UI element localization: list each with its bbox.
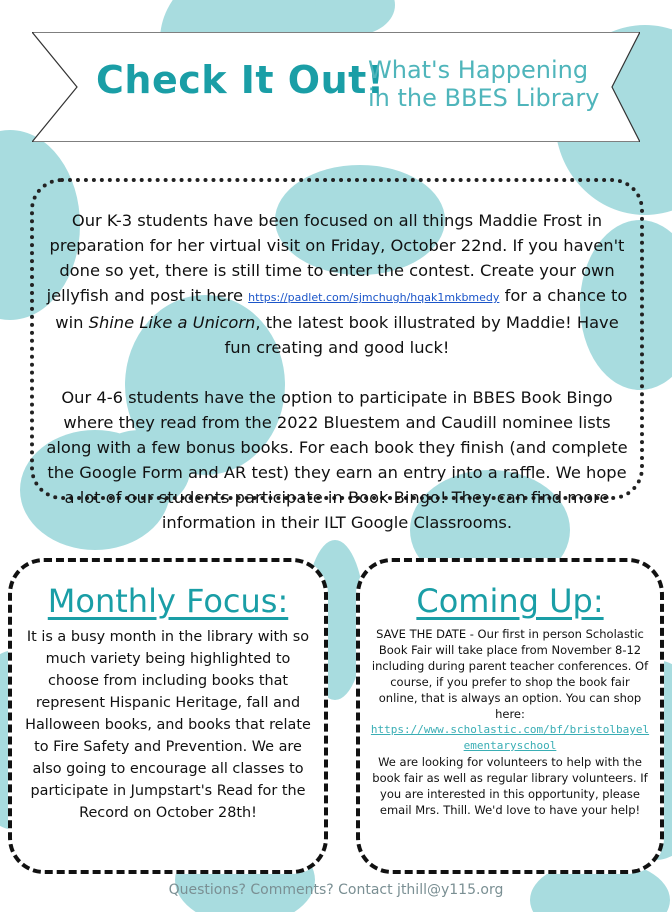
intro-text: , the latest book illustrated by Maddie! Have fun creating and good luck!	[224, 313, 619, 357]
monthly-focus-card	[8, 558, 328, 874]
coming-up-heading: Coming Up:	[416, 582, 604, 620]
coming-up-text: SAVE THE DATE - Our first in person Scholastic Book Fair will take place from November 8-12 including during parent teacher conferences. Of course, if you prefer to shop the book fair online, that is always an option. You can shop here:	[371, 627, 649, 721]
page-title: Check It Out!	[96, 58, 385, 102]
intro-section	[30, 178, 644, 532]
intro-text: Our K-3 students have been focused on all things Maddie Frost in preparation for her virtual visit on Friday, October 22nd. If you haven't done so yet, there is still time to enter the contest. Create your own jellyfish and post it here	[46, 211, 625, 305]
intro-text: for a chance to win	[55, 286, 628, 332]
monthly-focus-body: It is a busy month in the library with so much variety being highlighted to choose from including books that represent Hispanic Heritage, fall and Halloween books, and books that relate to Fire Safety and Prevention. We are also going to encourage all classes to participate in Jumpstart's Read for the Record on October 28th!	[25, 629, 311, 821]
intro-paragraph-46: Our 4-6 students have the option to participate in BBES Book Bingo where they read from the 2022 Bluestem and Caudill nominee lists along with a few bonus books. For each book they finish (and complete the Google Form and AR test) they earn an entry into a raffle. We hope a lot of our students participate in Book Bingo! They can find more information in their ILT Google Classrooms.	[46, 388, 628, 532]
intro-paragraph-k3	[44, 208, 630, 360]
footer-contact: Questions? Comments? Contact jthill@y115.org	[168, 882, 504, 898]
coming-up-body	[370, 626, 650, 818]
coming-up-text-2: We are looking for volunteers to help with the book fair as well as regular library volunteers. If you are interested in this opportunity, please email Mrs. Thill. We'd love to have your help!	[372, 755, 648, 817]
page-subtitle: What's Happening in the BBES Library	[368, 56, 600, 112]
book-title: Shine Like a Unicorn	[88, 313, 256, 332]
monthly-focus-heading: Monthly Focus:	[47, 582, 289, 620]
coming-up-card	[356, 558, 664, 874]
padlet-link[interactable]: https://padlet.com/sjmchugh/hqak1mkbmedy	[248, 291, 500, 304]
book-fair-link[interactable]: https://www.scholastic.com/bf/bristolbayelementaryschool	[370, 723, 650, 752]
